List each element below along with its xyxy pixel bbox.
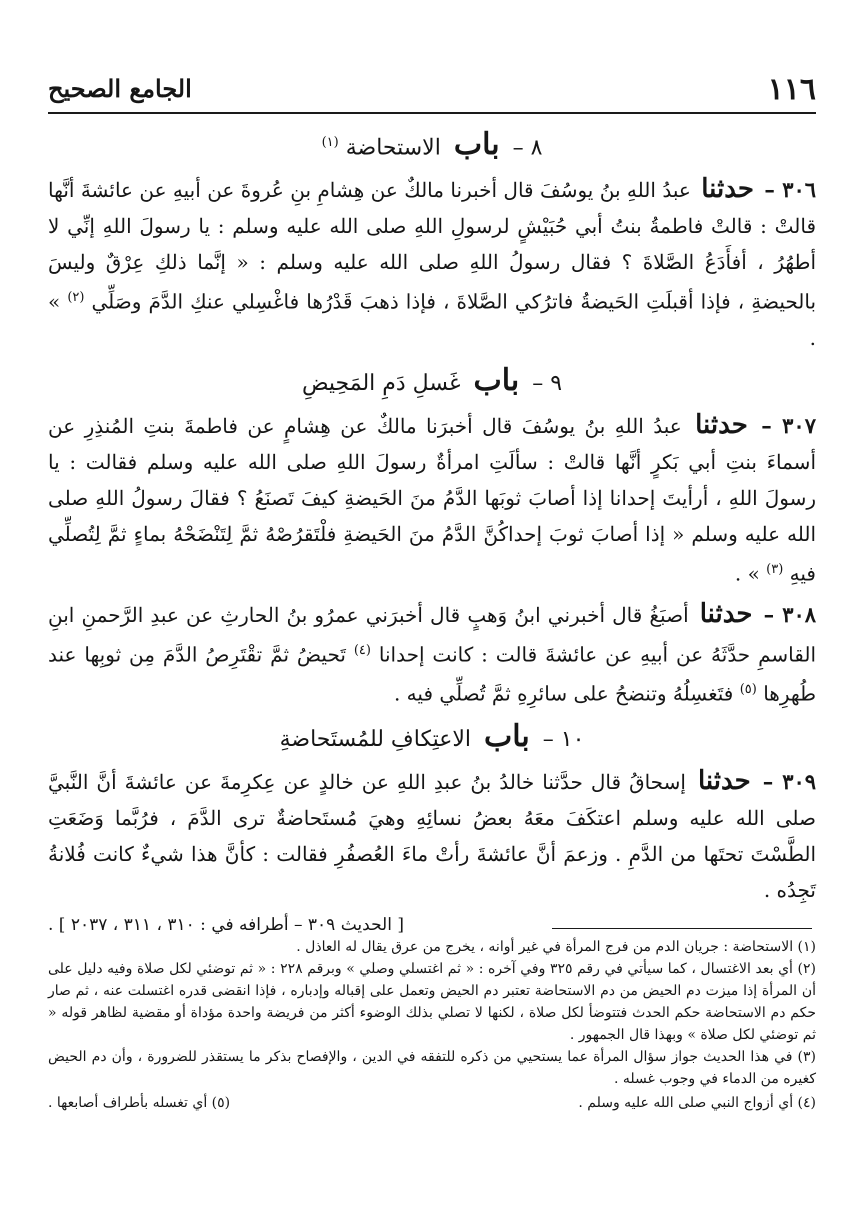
page-header bbox=[48, 66, 816, 114]
chapter-title: الاستحاضة bbox=[345, 135, 441, 161]
footnote-row bbox=[48, 1090, 816, 1116]
haddathana-word: حدثنا bbox=[695, 409, 748, 440]
footnote-marker: (٤) bbox=[353, 642, 371, 658]
chapter-word: باب bbox=[484, 718, 530, 754]
hadith-text-continued: تَحيضُ ثمَّ تقْتَرِصُ الدَّمَ مِن ثوبِها عند طُهرِها bbox=[48, 642, 816, 706]
chapter-heading bbox=[48, 364, 816, 401]
chapter-number: ٩ – bbox=[532, 370, 563, 396]
main-text bbox=[48, 118, 816, 938]
page-number: ١١٦ bbox=[767, 72, 816, 107]
hadith-number: ٣٠٩ – bbox=[762, 768, 817, 794]
footnote-marker: (١) bbox=[321, 135, 339, 150]
footnote: (٥) أي تغسله بأطراف أصابعها . bbox=[48, 1095, 231, 1111]
chapter-title: الاعتِكافِ للمُستَحاضةِ bbox=[279, 726, 472, 752]
hadith-paragraph bbox=[48, 171, 816, 356]
footnote: (١) الاستحاضة : جريان الدم من فرج المرأة في غير أوانه ، يخرج من عرق يقال له العاذل . bbox=[296, 939, 816, 955]
footnote-divider bbox=[552, 928, 812, 929]
haddathana-word: حدثنا bbox=[699, 598, 753, 629]
hadith-text: أصبَغُ قال أخبرني ابنُ وَهبٍ قال أخبرَني عمرُو بنُ الحارثِ عن عبدِ الرَّحمنِ ابنِ القاسمِ حدَّثَهُ عن أبيهِ عن عائشةَ قالت : كانت إحدانا bbox=[48, 602, 817, 667]
haddathana-word: حدثنا bbox=[701, 174, 754, 205]
book-title: الجامع الصحيح bbox=[48, 74, 192, 103]
footnote-marker: (٢) bbox=[67, 290, 85, 306]
chapter-title: غَسلِ دَمِ المَحِيضِ bbox=[301, 370, 461, 396]
chapter-heading bbox=[48, 126, 816, 165]
hadith-paragraph bbox=[48, 763, 816, 908]
haddathana-word: حدثنا bbox=[697, 765, 751, 796]
cross-reference: [ الحديث ٣٠٩ – أطرافه في : ٣١٠ ، ٣١١ ، ٢٠٣٧ ] . bbox=[48, 914, 404, 935]
hadith-paragraph bbox=[48, 407, 816, 592]
hadith-text: عبدُ اللهِ بنُ يوسُفَ قال أخبرنا مالكٌ عن هِشامِ بنِ عُروةَ عن أبيهِ عن عائشةَ أنَّها قالتْ : قالتْ فاطمةُ بنتُ أبي حُبَيْشٍ لرسولِ اللهِ صلى الله عليه وسلم : يا رسولَ اللهِ إنِّي لا أطهُرُ ، أفأَدَعُ الصَّلاةَ ؟ فقال رسولُ اللهِ صلى الله عليه وسلم : « إنَّما ذلكِ عِرْقٌ وليسَ بالحيضةِ ، فإذا أقبلَتِ الحَيضةُ فاترُكي الصَّلاةَ ، فإذا ذهبَ قَدْرُها فاغْسِلي عنكِ الدَّمَ وصَلِّي bbox=[48, 178, 817, 314]
chapter-word: باب bbox=[473, 362, 520, 398]
footnote: (٤) أي أزواج النبي صلى الله عليه وسلم . bbox=[578, 1095, 816, 1111]
hadith-text-end: فتَغسِلُهُ وتنضحُ على سائرِهِ ثمَّ تُصلِّي فيه . bbox=[393, 681, 734, 706]
hadith-end: » . bbox=[48, 289, 816, 350]
hadith-text: إسحاقُ قال حدَّثنا خالدُ بنُ عبدِ اللهِ عن خالدٍ عن عِكرِمةَ عن عائشةَ أنَّ النَّبيَّ صلى الله عليه وسلم اعتكَفَ معَهُ بعضُ نسائِهِ وهيَ مُستَحاضةٌ ترى الدَّمَ ، فرُبَّما وَضَعَتِ الطَّسْتَ تحتَها من الدَّمِ . وزعمَ أنَّ عائشةَ رأتْ ماءَ العُصفُرِ فقالت : كأنَّ هذا شيءٌ كانت فُلانةُ تَجِدُه . bbox=[48, 769, 816, 902]
hadith-end: » . bbox=[734, 561, 760, 586]
chapter-word: باب bbox=[453, 127, 500, 163]
chapter-heading bbox=[48, 720, 816, 757]
footnote-marker: (٥) bbox=[739, 682, 757, 698]
footnote: (٢) أي بعد الاغتسال ، كما سيأتي في رقم ٣٢٥ وفي آخره : « ثم اغتسلي وصلي » وبرقم ٢٢٨ : « ثم توضئي لكل صلاة وفيه دليل على أن المرأة إذا ميزت دم الحيض من دم الاستحاضة تعتبر دم الحيض وتعمل على إقباله وإدباره ، فإذا انقضى قدره اغتسلت عنه ، ثم صار حكم دم الاستحاضة حكم الحدث فتتوضأ لكل صلاة ، لكنها لا تصلي بذلك الوضوء أكثر من فريضة واحدة مؤداة أو مقضية لظاهر قوله « ثم توضئي لكل صلاة » وبهذا قال الجمهور . bbox=[48, 961, 816, 1043]
footnotes bbox=[48, 936, 816, 1116]
hadith-text: عبدُ اللهِ بنُ يوسُفَ قال أخبرَنا مالكٌ عن هِشامٍ عن فاطمةَ بنتِ المُنذِرِ عن أسماءَ بنتِ أبي بَكرٍ أنَّها قالتْ : سألَتِ امرأةٌ رسولَ اللهِ صلى الله عليه وسلم فقالت : يا رسولَ اللهِ ، أرأيتَ إحدانا إذا أصابَ ثوبَها الدَّمُ منَ الحَيضةِ كيفَ تَصنَعُ ؟ فقالَ رسولُ اللهِ صلى الله عليه وسلم « إذا أصابَ ثوبَ إحداكُنَّ الدَّمُ منَ الحَيضةِ فلْتَقرُصْهُ ثمَّ لِتَنْضَحْهُ بماءٍ ثمَّ لِتُصلِّي فيهِ bbox=[48, 413, 817, 586]
chapter-number: ١٠ – bbox=[542, 726, 585, 752]
footnote-marker: (٣) bbox=[766, 561, 784, 577]
footnote: (٣) في هذا الحديث جواز سؤال المرأة عما يستحيي من ذكره للتفقه في الدين ، والإفصاح بذكر ما يستقذر للضرورة ، وأن دم الحيض كغيره من الدماء في وجوب غسله . bbox=[48, 1049, 816, 1087]
hadith-paragraph bbox=[48, 596, 816, 712]
hadith-number: ٣٠٦ – bbox=[764, 177, 817, 203]
chapter-number: ٨ – bbox=[512, 135, 543, 161]
hadith-number: ٣٠٨ – bbox=[763, 601, 817, 627]
hadith-number: ٣٠٧ – bbox=[761, 412, 816, 438]
